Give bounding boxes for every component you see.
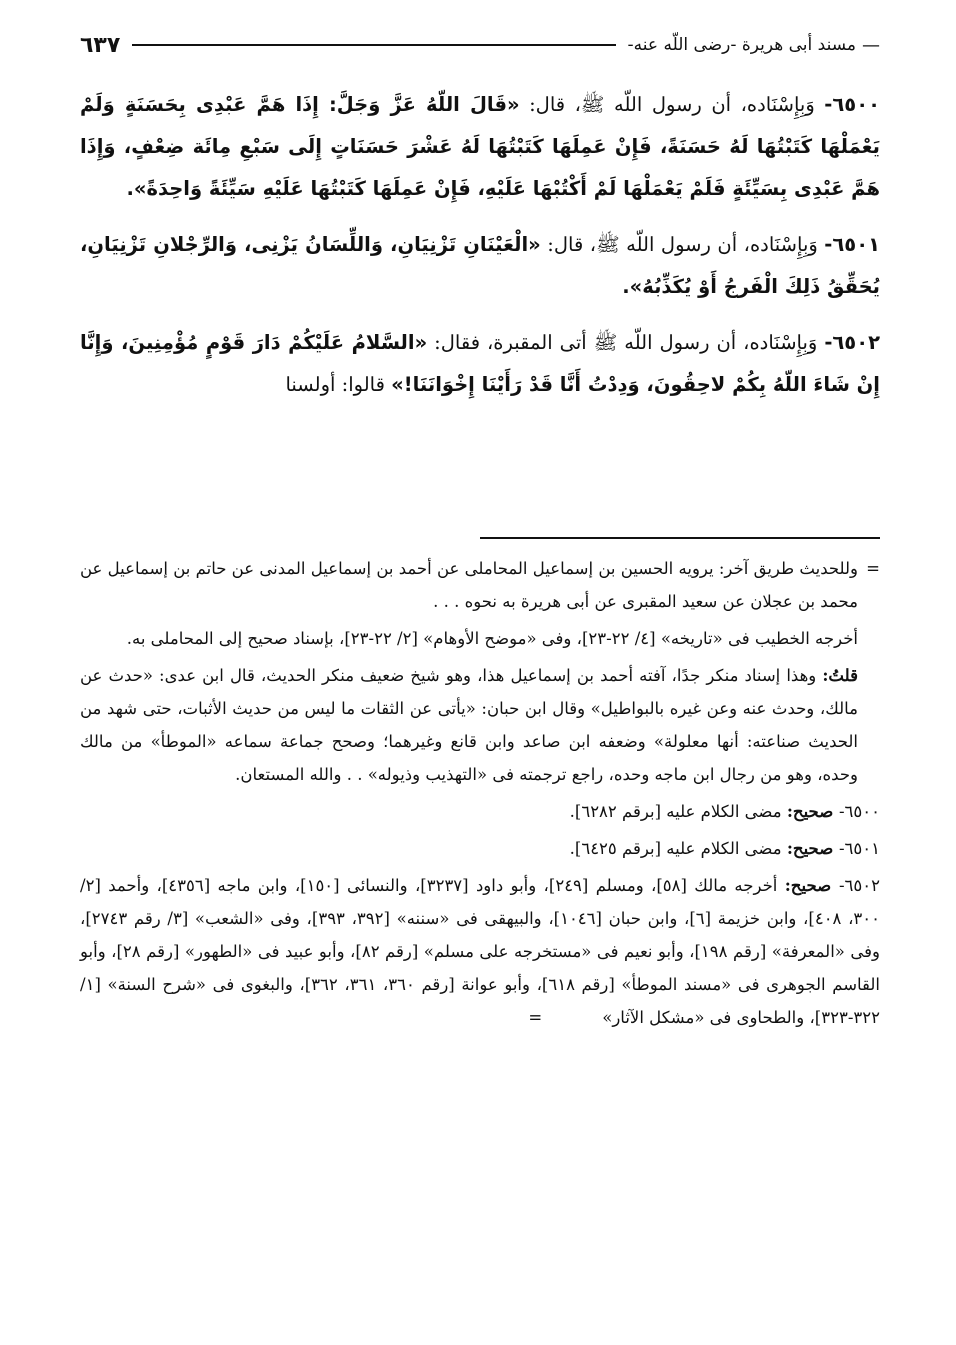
hadith-isnad: وَبِإِسْنَاده، أن رسول اللّه ﷺ، قال: [519, 93, 825, 116]
continuation-mark: = [866, 559, 880, 578]
footnote-grade: صحيح: [784, 876, 839, 895]
trailing-continuation-mark: = [528, 1008, 543, 1027]
footnotes [80, 552, 880, 1038]
footnote-6502 [80, 869, 880, 1034]
footnote-text: مضى الكلام عليه [برقم ٦٢٨٢]. [569, 802, 787, 821]
hadith-number: ٦٥٠٢- [824, 331, 881, 354]
hadith-6501 [80, 224, 880, 308]
footnote-grade: صحيح: [786, 839, 839, 858]
hadith-number: ٦٥٠٠- [824, 93, 880, 116]
hadith-isnad: وَبِإِسْنَاده، أن رسول اللّه ﷺ أتى المقبرة، فقال: [427, 331, 825, 354]
hadith-isnad: وَبِإِسْنَاده، أن رسول اللّه ﷺ، قال: [540, 233, 825, 256]
header-title: مسند أبى هريرة -رضى اللّه عنه- [627, 35, 856, 55]
hadith-matn: «قَالَ اللّهُ عَزَّ وَجَلَّ: إِذَا هَمَّ عَبْدِى بِحَسَنَةٍ وَلَمْ يَعْمَلْهَا كَتَبْتُهَا لَهُ حَسَنَةً، فَإِنْ عَمِلَهَا كَتَبْتُهَا لَهُ عَشْرَ حَسَنَاتٍ إِلَى سَبْعِ مِائَة ضِعْفٍ، وَإِذَا هَمَّ عَبْدِى بِسَيِّئَةٍ فَلَمْ يَعْمَلْهَا لَمْ أَكْتُبْهَا عَلَيْهِ، فَإِنْ عَمِلَهَا كَتَبْتُهَا عَلَيْهِ سَيِّئَةً وَاحِدَةً». [80, 93, 880, 200]
hadith-number: ٦٥٠١- [824, 233, 880, 256]
hadith-matn: «الْعَيْنَانِ تَزْنِيَانِ، وَاللِّسَانُ يَزْنِى، وَالرِّجْلانِ تَزْنِيَانِ، يُحَقِّقُ ذَلِكَ الْفَرجُ أَوْ يُكَذِّبُهُ». [80, 233, 880, 298]
footnote-6501 [80, 832, 880, 865]
hadith-tail: قالوا: أولسنا [285, 373, 392, 396]
hadith-6502 [80, 322, 880, 406]
footnote-para-2 [80, 622, 880, 655]
hadith-6500 [80, 84, 880, 210]
footnote-separator [480, 537, 880, 539]
header-rule [132, 44, 615, 46]
footnote-grade: صحيح: [786, 802, 839, 821]
footnote-lead: قلتُ: [822, 666, 858, 685]
footnote-number: ٦٥٠٢- [838, 876, 880, 895]
running-header [80, 28, 880, 62]
main-text [80, 84, 880, 420]
footnote-text: أخرجه مالك [٥٨]، ومسلم [٢٤٩]، وأبو داود [٣٢٣٧]، والنسائى [١٥٠]، وابن ماجه [٤٣٥٦]، وأحمد [٢/ ٣٠٠، ٤٠٨]، وابن خزيمة [٦]، وابن حبان [١٠٤٦]، والبيهقى فى «سننه» [٣٩٢، ٣٩٣]، وفى «الشعب» [٣/ رقم ٢٧٤٣]، وفى «المعرفة» [رقم ١٩٨]، وأبو نعيم فى «مستخرجه على مسلم» [رقم ٨٢]، وأبو عبيد فى «الطهور» [رقم ٢٨]، وأبو القاسم الجوهرى فى «مسند الموطأ» [رقم ٦١٨]، وأبو عوانة [رقم ٣٦٠، ٣٦١، ٣٦٢]، والبغوى فى «شرح السنة» [١/ ٣٢٢-٣٢٣]، والطحاوى فى «مشكل الآثار» [80, 876, 881, 1027]
footnote-para-3 [80, 659, 880, 791]
footnote-number: ٦٥٠٠- [838, 802, 880, 821]
footnote-para-1 [80, 552, 880, 618]
footnote-text: وهذا إسناد منكر جدًا، آفته أحمد بن إسماعيل هذا، وهو شيخ ضعيف منكر الحديث، قال ابن عدى: «حدث عن مالك، وحدث عنه وعن غيره بالبواطيل» وقال ابن حبان: «يأتى عن الثقات ما ليس من حديث الأثبات، حتى شهد من الحديث صناعته: أنها معلولة» وضعفه ابن صاعد وابن قانع وغيرهما؛ وصحح جماعة سماعه «الموطأ» من مالك وحده، وهو من رجال ابن ماجه وحده، راجع ترجمته فى «التهذيب وذيوله» . . والله المستعان. [80, 666, 858, 784]
footnote-text: أخرجه الخطيب فى «تاريخه» [٤/ ٢٢-٢٣]، وفى «موضح الأوهام» [٢/ ٢٢-٢٣]، بإسناد صحيح إلى المحاملى به. [126, 629, 858, 648]
footnote-text: مضى الكلام عليه [برقم ٦٤٢٥]. [569, 839, 787, 858]
page-number: ٦٣٧ [80, 32, 121, 58]
footnote-6500 [80, 795, 880, 828]
footnote-number: ٦٥٠١- [838, 839, 880, 858]
hadith-matn: «السَّلامُ عَلَيْكُمْ دَارَ قَوْمٍ مُؤْمِنِينَ، وَإِنَّا إِنْ شَاءَ اللّهُ بِكُمْ لاحِقُونَ، وَدِدْتُ أَنَّا قَدْ رَأَيْنَا إِخْوَانَنَا!» [80, 331, 880, 396]
footnote-text: وللحديث طريق آخر: يرويه الحسين بن إسماعيل المحاملى عن أحمد بن إسماعيل المدنى عن حاتم بن إسماعيل عن محمد بن عجلان عن سعيد المقبرى عن أبى هريرة به نحوه . . . [80, 559, 858, 611]
header-dash: — [862, 34, 880, 56]
